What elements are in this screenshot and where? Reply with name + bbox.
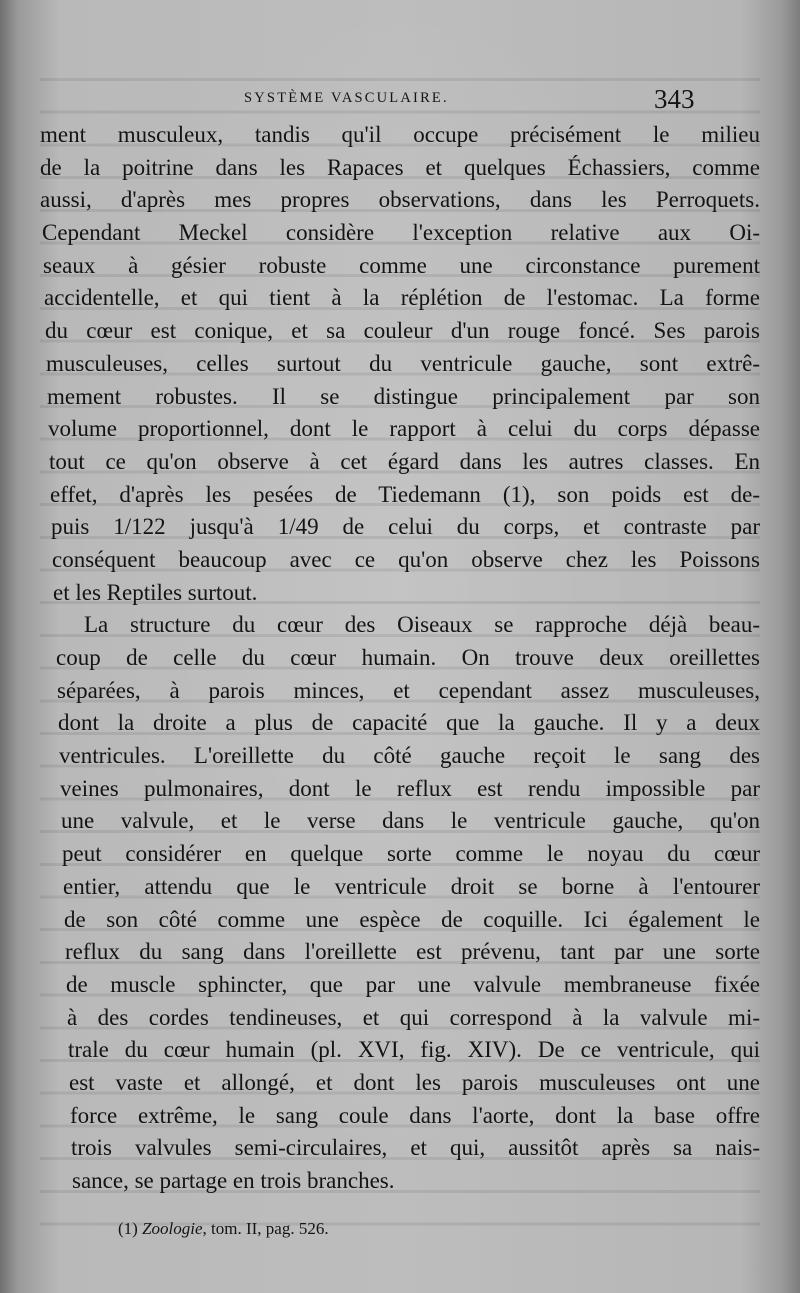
text-line: veines pulmonaires, dont le reflux est rendu impossible par bbox=[60, 775, 760, 801]
text-line: de la poitrine dans les Rapaces et quelques Échassiers, comme bbox=[40, 154, 760, 180]
text-line: effet, d'après les pesées de Tiedemann (1), son poids est de- bbox=[50, 481, 760, 507]
text-line: seaux à gésier robuste comme une circonstance purement bbox=[43, 252, 760, 278]
text-line: de son côté comme une espèce de coquille. Ici également le bbox=[64, 906, 760, 932]
text-line: force extrême, le sang coule dans l'aorte, dont la base offre bbox=[70, 1102, 760, 1128]
text-line: séparées, à parois minces, et cependant assez musculeuses, bbox=[57, 677, 760, 703]
body-text bbox=[40, 119, 760, 1198]
page-header bbox=[0, 86, 800, 116]
text-line: est vaste et allongé, et dont les parois musculeuses ont une bbox=[69, 1069, 760, 1095]
text-line: trois valvules semi-circulaires, et qui, aussitôt après sa nais- bbox=[71, 1135, 760, 1161]
footnote-reference: , tom. II, pag. 526. bbox=[202, 1219, 329, 1238]
text-line: Cependant Meckel considère l'exception relative aux Oi- bbox=[42, 220, 760, 246]
text-line: musculeuses, celles surtout du ventricule gauche, sont extrê- bbox=[46, 350, 760, 376]
text-line: mement robustes. Il se distingue principalement par son bbox=[47, 383, 760, 409]
text-line: sance, se partage en trois branches. bbox=[72, 1168, 395, 1193]
footnote-work-title: Zoologie bbox=[142, 1219, 203, 1238]
text-line: dont la droite a plus de capacité que la gauche. Il y a deux bbox=[58, 710, 760, 736]
paragraph-2 bbox=[40, 609, 760, 1197]
text-line: et les Reptiles surtout. bbox=[53, 579, 258, 605]
text-line: trale du cœur humain (pl. XVI, fig. XIV). De ce ventricule, qui bbox=[68, 1037, 760, 1063]
text-line: coup de celle du cœur humain. On trouve deux oreillettes bbox=[56, 645, 760, 670]
text-line: La structure du cœur des Oiseaux se rapproche déjà beau- bbox=[84, 612, 760, 638]
text-line: de muscle sphincter, que par une valvule membraneuse fixée bbox=[66, 971, 760, 997]
text-line: une valvule, et le verse dans le ventricule gauche, qu'on bbox=[61, 808, 760, 834]
text-line: tout ce qu'on observe à cet égard dans les autres classes. En bbox=[49, 448, 760, 474]
text-line: aussi, d'après mes propres observations, dans les Perroquets. bbox=[40, 187, 760, 213]
text-line: puis 1/122 jusqu'à 1/49 de celui du corps, et contraste par bbox=[51, 514, 760, 540]
footnote-marker: (1) bbox=[118, 1219, 138, 1238]
text-line: peut considérer en quelque sorte comme le noyau du cœur bbox=[62, 841, 760, 867]
page-number: 343 bbox=[654, 84, 695, 114]
text-line: volume proportionnel, dont le rapport à celui du corps dépasse bbox=[48, 416, 760, 442]
text-line: ventricules. L'oreillette du côté gauche reçoit le sang des bbox=[59, 743, 760, 769]
text-line: du cœur est conique, et sa couleur d'un rouge foncé. Ses parois bbox=[45, 318, 760, 344]
footnote bbox=[118, 1219, 329, 1239]
text-line: conséquent beaucoup avec ce qu'on observe chez les Poissons bbox=[52, 546, 760, 572]
running-head: SYSTÈME VASCULAIRE. bbox=[244, 90, 449, 106]
text-line: ment musculeux, tandis qu'il occupe précisément le milieu bbox=[40, 122, 760, 147]
text-line: à des cordes tendineuses, et qui correspond à la valvule mi- bbox=[67, 1004, 760, 1030]
text-line: reflux du sang dans l'oreillette est prévenu, tant par une sorte bbox=[65, 939, 760, 965]
text-line: accidentelle, et qui tient à la réplétion de l'estomac. La forme bbox=[44, 285, 760, 311]
text-line: entier, attendu que le ventricule droit se borne à l'entourer bbox=[63, 873, 760, 899]
paragraph-1 bbox=[40, 119, 760, 609]
